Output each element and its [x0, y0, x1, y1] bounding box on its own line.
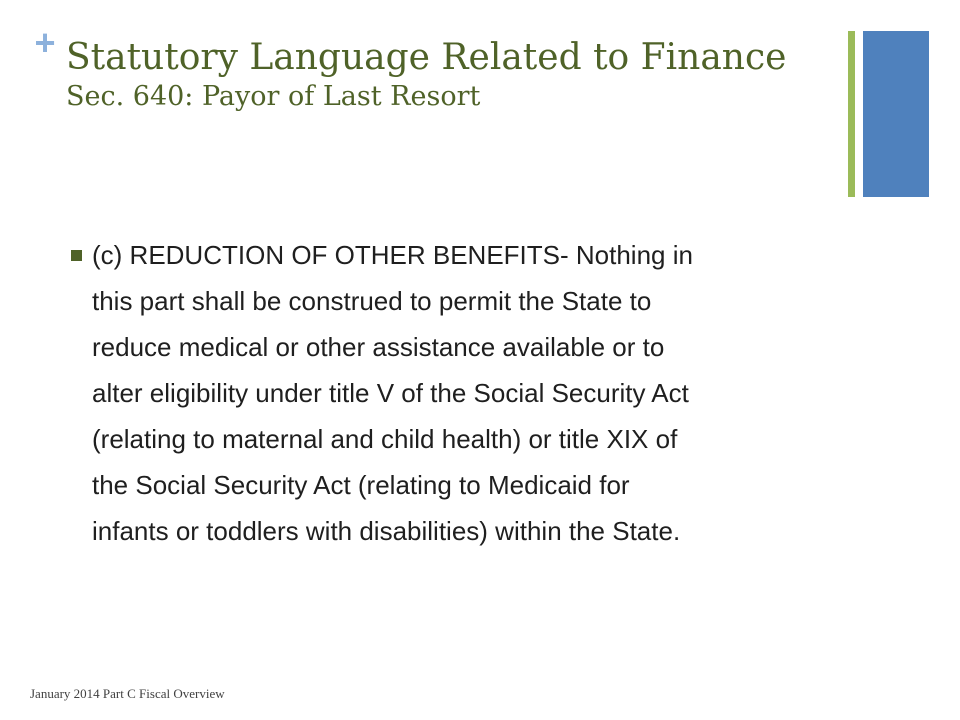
blue-accent-block — [863, 31, 929, 197]
slide-title: Statutory Language Related to Finance — [66, 37, 787, 78]
green-accent-bar — [848, 31, 855, 197]
square-bullet-icon — [71, 250, 82, 261]
bullet-line-6: the Social Security Act (relating to Medicaid for — [92, 470, 630, 500]
bullet-item — [71, 232, 851, 554]
bullet-line-4: alter eligibility under title V of the Social Security Act — [92, 378, 689, 408]
bullet-line-3: reduce medical or other assistance available or to — [92, 332, 665, 362]
slide-subtitle: Sec. 640: Payor of Last Resort — [66, 81, 481, 112]
bullet-line-7: infants or toddlers with disabilities) within the State. — [92, 516, 681, 546]
slide-body — [71, 232, 851, 554]
title-block — [66, 36, 826, 114]
bullet-line-2: this part shall be construed to permit the State to — [92, 286, 652, 316]
plus-icon: + — [34, 22, 56, 63]
bullet-line-5: (relating to maternal and child health) or title XIX of — [92, 424, 678, 454]
slide-footer: January 2014 Part C Fiscal Overview — [30, 686, 225, 701]
bullet-line-1: (c) REDUCTION OF OTHER BENEFITS- Nothing in — [92, 240, 693, 270]
